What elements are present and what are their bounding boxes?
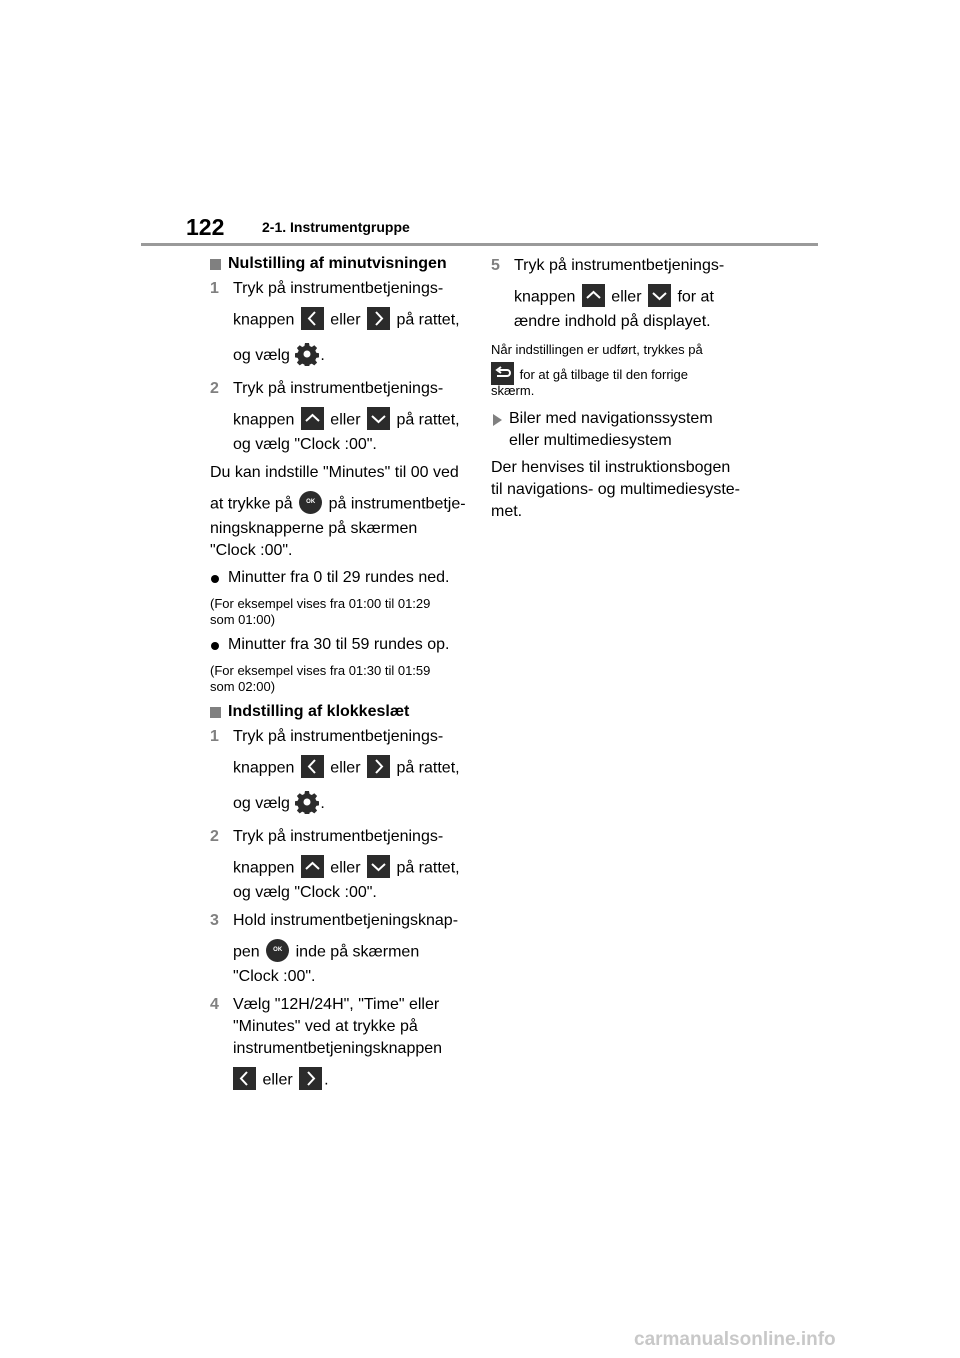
left-arrow-icon bbox=[301, 307, 324, 330]
step-number: 2 bbox=[210, 380, 219, 397]
down-arrow-icon bbox=[367, 855, 390, 878]
ok-button-icon: OK bbox=[299, 491, 322, 514]
note: (For eksempel vises fra 01:30 til 01:59 som 02:00) bbox=[210, 663, 431, 694]
step: 1 Tryk på instrumentbetjenings- knappen eller på rattet, og vælg . bbox=[210, 281, 472, 368]
left-column bbox=[210, 256, 472, 1092]
note: (For eksempel vises fra 01:00 til 01:29 som 01:00) bbox=[210, 596, 431, 627]
note: Når indstillingen er udført, trykkes på for at gå tilbage til den forrige skærm. bbox=[491, 342, 703, 398]
paragraph: Der henvises til instruktionsbogen til navigations- og multimediesyste- met. bbox=[491, 459, 740, 520]
header-divider bbox=[141, 243, 818, 246]
step-number: 2 bbox=[210, 828, 219, 845]
step-number: 4 bbox=[210, 996, 219, 1013]
section-heading: Indstilling af klokkeslæt bbox=[210, 704, 472, 720]
left-arrow-icon bbox=[301, 755, 324, 778]
up-arrow-icon bbox=[301, 855, 324, 878]
section-title: 2-1. Instrumentgruppe bbox=[262, 219, 410, 235]
paragraph: Du kan indstille "Minutes" til 00 ved at trykke på OK på instrumentbetje- ningsknapperne på skærmen "Clock :00". bbox=[210, 464, 466, 559]
square-bullet-icon bbox=[210, 259, 221, 270]
step: 1 Tryk på instrumentbetjenings- knappen eller på rattet, og vælg . bbox=[210, 729, 472, 816]
triangle-bullet-icon bbox=[493, 414, 502, 426]
right-arrow-icon bbox=[367, 755, 390, 778]
right-column bbox=[491, 256, 753, 520]
down-arrow-icon bbox=[367, 407, 390, 430]
step-number: 5 bbox=[491, 257, 500, 274]
right-arrow-icon bbox=[299, 1067, 322, 1090]
gear-icon bbox=[295, 790, 319, 814]
down-arrow-icon bbox=[648, 284, 671, 307]
left-arrow-icon bbox=[233, 1067, 256, 1090]
step-number: 3 bbox=[210, 912, 219, 929]
step: 3 Hold instrumentbetjeningsknap- pen OK inde på skærmen "Clock :00". bbox=[210, 912, 459, 985]
step: 2 Tryk på instrumentbetjenings- knappen eller på rattet, og vælg "Clock :00". bbox=[210, 380, 460, 453]
ok-button-icon: OK bbox=[266, 939, 289, 962]
square-bullet-icon bbox=[210, 707, 221, 718]
right-arrow-icon bbox=[367, 307, 390, 330]
step: 4 Vælg "12H/24H", "Time" eller "Minutes" ved at trykke på instrumentbetjeningsknappen eller . bbox=[210, 996, 443, 1089]
step-number: 1 bbox=[210, 728, 219, 745]
up-arrow-icon bbox=[301, 407, 324, 430]
watermark: carmanualsonline.info bbox=[634, 1329, 836, 1350]
up-arrow-icon bbox=[582, 284, 605, 307]
step-number: 1 bbox=[210, 280, 219, 297]
gear-icon bbox=[295, 342, 319, 366]
step: 2 Tryk på instrumentbetjenings- knappen eller på rattet, og vælg "Clock :00". bbox=[210, 828, 460, 901]
bullet-item: Minutter fra 30 til 59 rundes op. bbox=[210, 637, 472, 653]
bullet-item: Minutter fra 0 til 29 rundes ned. bbox=[210, 570, 472, 586]
step: 5 Tryk på instrumentbetjenings- knappen eller for at ændre indhold på displayet. bbox=[491, 257, 725, 330]
page-number: 122 bbox=[186, 214, 225, 240]
back-icon bbox=[491, 362, 514, 385]
sub-heading: Biler med navigationssystem eller multimediesystem bbox=[491, 411, 753, 449]
section-heading: Nulstilling af minutvisningen bbox=[210, 256, 472, 272]
